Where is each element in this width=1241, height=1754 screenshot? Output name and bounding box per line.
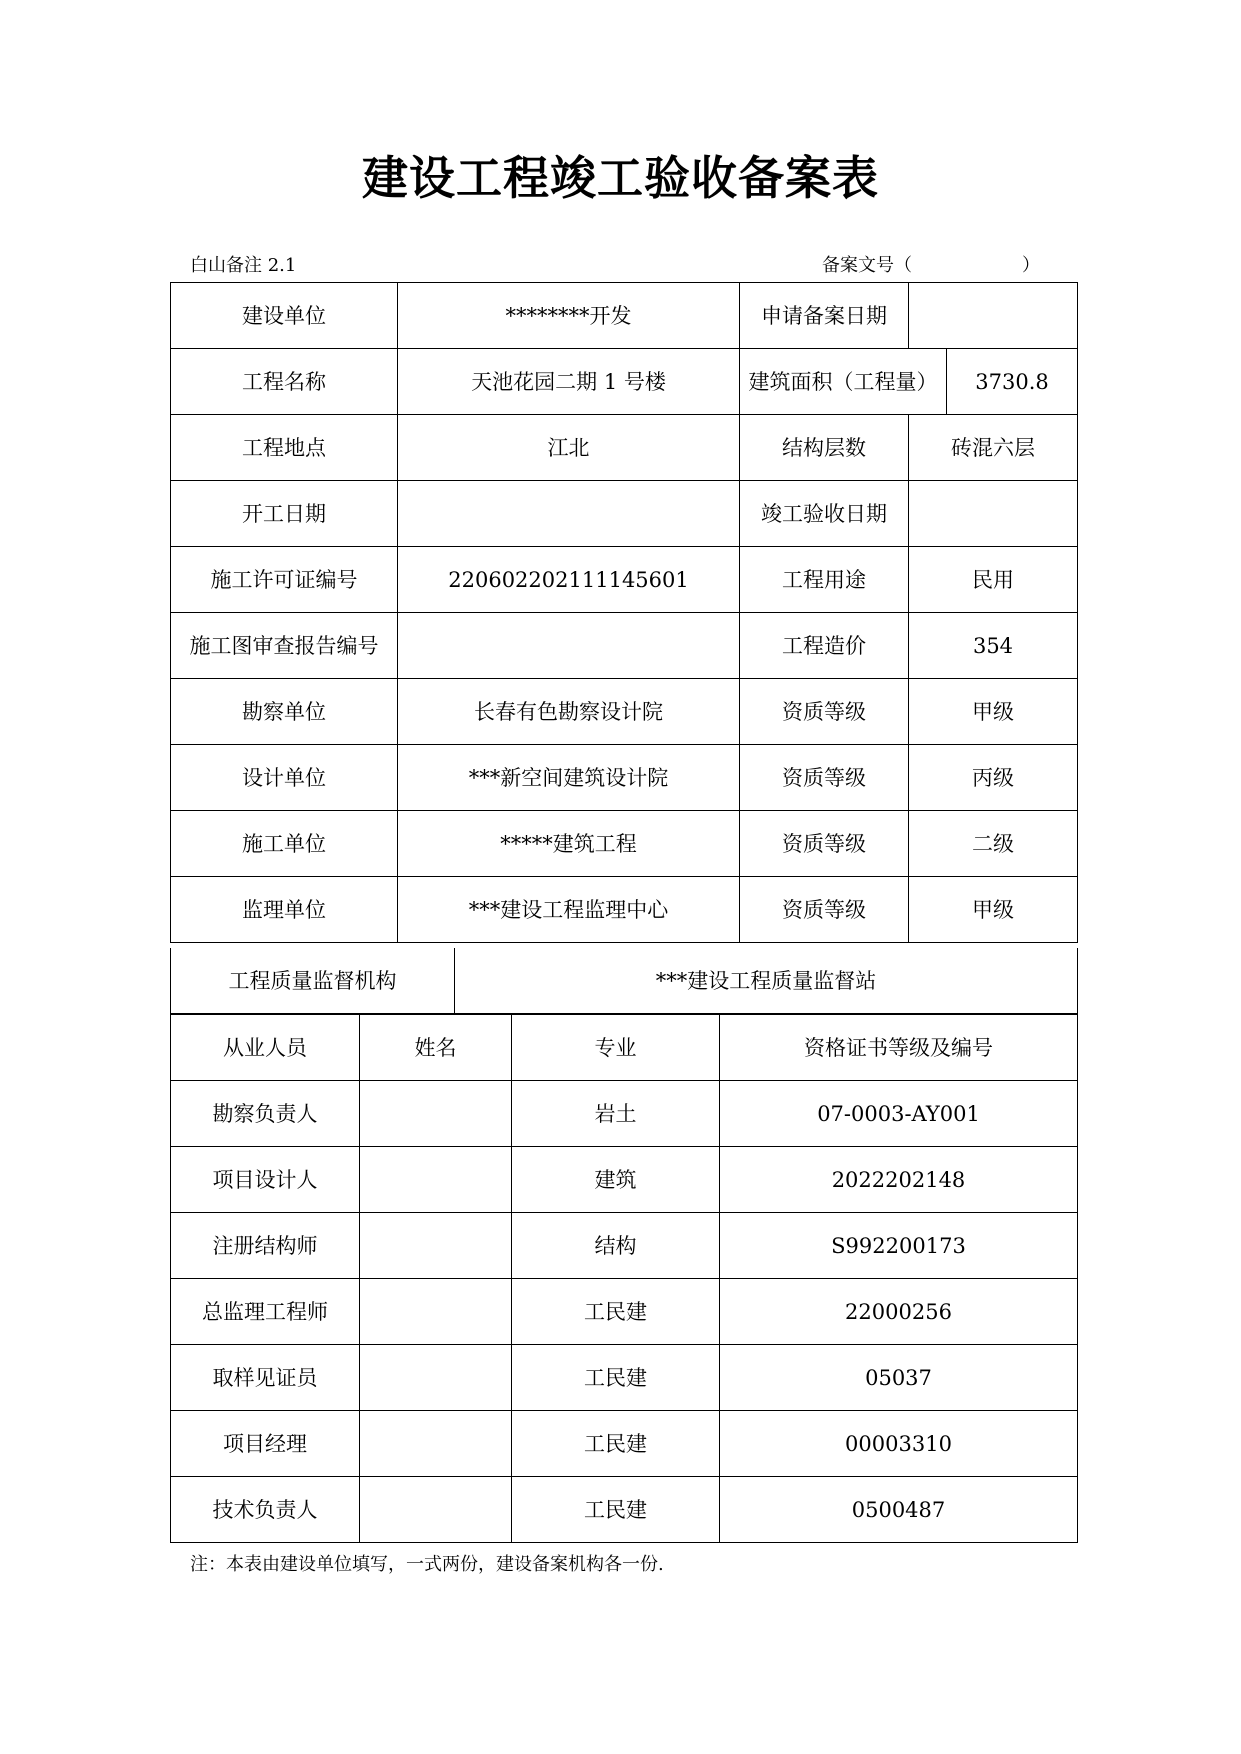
name-cell	[360, 1411, 512, 1477]
table-row	[171, 948, 1078, 1014]
role-cell: 技术负责人	[171, 1477, 360, 1543]
table-row	[171, 415, 1078, 481]
specialty-cell: 建筑	[512, 1147, 720, 1213]
specialty-cell: 结构	[512, 1213, 720, 1279]
cert-cell: 2022202148	[720, 1147, 1078, 1213]
table-row	[171, 811, 1078, 877]
area-label: 建筑面积（工程量）	[748, 369, 938, 394]
cert-cell: S992200173	[720, 1213, 1078, 1279]
cert-cell: 22000256	[720, 1279, 1078, 1345]
form-title: 建设工程竣工验收备案表	[362, 151, 879, 205]
cert-cell: 00003310	[720, 1411, 1078, 1477]
filing-number	[822, 254, 1040, 278]
value-cell: 江北	[398, 415, 740, 481]
value-cell: ***新空间建筑设计院	[398, 745, 740, 811]
label-cell: 施工图审查报告编号	[171, 613, 398, 679]
role-cell: 项目设计人	[171, 1147, 360, 1213]
table-row	[171, 481, 1078, 547]
name-cell	[360, 1345, 512, 1411]
specialty-cell: 工民建	[512, 1279, 720, 1345]
table-row	[171, 1147, 1078, 1213]
label-cell: 资质等级	[740, 745, 909, 811]
label-cell: 开工日期	[171, 481, 398, 547]
label-cell: 施工单位	[171, 811, 398, 877]
column-header: 资格证书等级及编号	[720, 1015, 1078, 1081]
role-cell: 总监理工程师	[171, 1279, 360, 1345]
column-header: 从业人员	[171, 1015, 360, 1081]
table-row	[171, 1411, 1078, 1477]
label-cell: 结构层数	[740, 415, 909, 481]
table-row	[171, 613, 1078, 679]
specialty-cell: 工民建	[512, 1477, 720, 1543]
table-row	[171, 1345, 1078, 1411]
specialty-cell: 岩土	[512, 1081, 720, 1147]
label-cell: 建设单位	[171, 283, 398, 349]
name-cell	[360, 1279, 512, 1345]
label-cell: 竣工验收日期	[740, 481, 909, 547]
name-cell	[360, 1081, 512, 1147]
label-cell: 监理单位	[171, 877, 398, 943]
table-row	[171, 877, 1078, 943]
table-row	[171, 1477, 1078, 1543]
footnote: 注：本表由建设单位填写，一式两份，建设备案机构各一份.	[190, 1554, 664, 1575]
value-cell: ********开发	[398, 283, 740, 349]
value-cell	[398, 481, 740, 547]
label-cell: 资质等级	[740, 877, 909, 943]
cert-cell: 05037	[720, 1345, 1078, 1411]
supervision-label: 工程质量监督机构	[171, 948, 455, 1014]
label-cell: 勘察单位	[171, 679, 398, 745]
value-cell	[398, 613, 740, 679]
table-row	[171, 283, 1078, 349]
label-cell	[740, 349, 1078, 415]
label-cell: 工程造价	[740, 613, 909, 679]
name-cell	[360, 1147, 512, 1213]
table-row	[171, 1279, 1078, 1345]
column-header: 姓名	[360, 1015, 512, 1081]
value-cell: *****建筑工程	[398, 811, 740, 877]
supervision-table	[170, 948, 1078, 1014]
table-row	[171, 1081, 1078, 1147]
role-cell: 勘察负责人	[171, 1081, 360, 1147]
cert-cell: 0500487	[720, 1477, 1078, 1543]
value-cell	[909, 283, 1078, 349]
label-cell: 工程用途	[740, 547, 909, 613]
role-cell: 取样见证员	[171, 1345, 360, 1411]
value-cell: 天池花园二期 1 号楼	[398, 349, 740, 415]
supervision-value: ***建设工程质量监督站	[455, 948, 1078, 1014]
value-cell: 甲级	[909, 877, 1078, 943]
label-cell: 资质等级	[740, 679, 909, 745]
staff-table	[170, 1014, 1078, 1543]
table-header-row	[171, 1015, 1078, 1081]
label-cell: 设计单位	[171, 745, 398, 811]
name-cell	[360, 1477, 512, 1543]
label-cell: 工程名称	[171, 349, 398, 415]
label-cell: 申请备案日期	[740, 283, 909, 349]
project-info-table	[170, 282, 1078, 943]
table-row	[171, 1213, 1078, 1279]
specialty-cell: 工民建	[512, 1345, 720, 1411]
table-row	[171, 349, 1078, 415]
value-cell: 丙级	[909, 745, 1078, 811]
role-cell: 注册结构师	[171, 1213, 360, 1279]
form-code: 白山备注 2.1	[190, 255, 297, 276]
value-cell: ***建设工程监理中心	[398, 877, 740, 943]
role-cell: 项目经理	[171, 1411, 360, 1477]
value-cell: 民用	[909, 547, 1078, 613]
label-cell: 施工许可证编号	[171, 547, 398, 613]
table-row	[171, 745, 1078, 811]
specialty-cell: 工民建	[512, 1411, 720, 1477]
area-value: 3730.8	[946, 349, 1077, 414]
value-cell: 220602202111145601	[398, 547, 740, 613]
table-row	[171, 679, 1078, 745]
value-cell: 长春有色勘察设计院	[398, 679, 740, 745]
filing-number-label: 备案文号（	[822, 255, 912, 276]
cert-cell: 07-0003-AY001	[720, 1081, 1078, 1147]
value-cell: 354	[909, 613, 1078, 679]
value-cell: 砖混六层	[909, 415, 1078, 481]
label-cell: 资质等级	[740, 811, 909, 877]
label-cell: 工程地点	[171, 415, 398, 481]
value-cell: 甲级	[909, 679, 1078, 745]
value-cell	[909, 481, 1078, 547]
value-cell: 二级	[909, 811, 1078, 877]
name-cell	[360, 1213, 512, 1279]
filing-number-close: ）	[1022, 255, 1040, 276]
table-row	[171, 547, 1078, 613]
column-header: 专业	[512, 1015, 720, 1081]
